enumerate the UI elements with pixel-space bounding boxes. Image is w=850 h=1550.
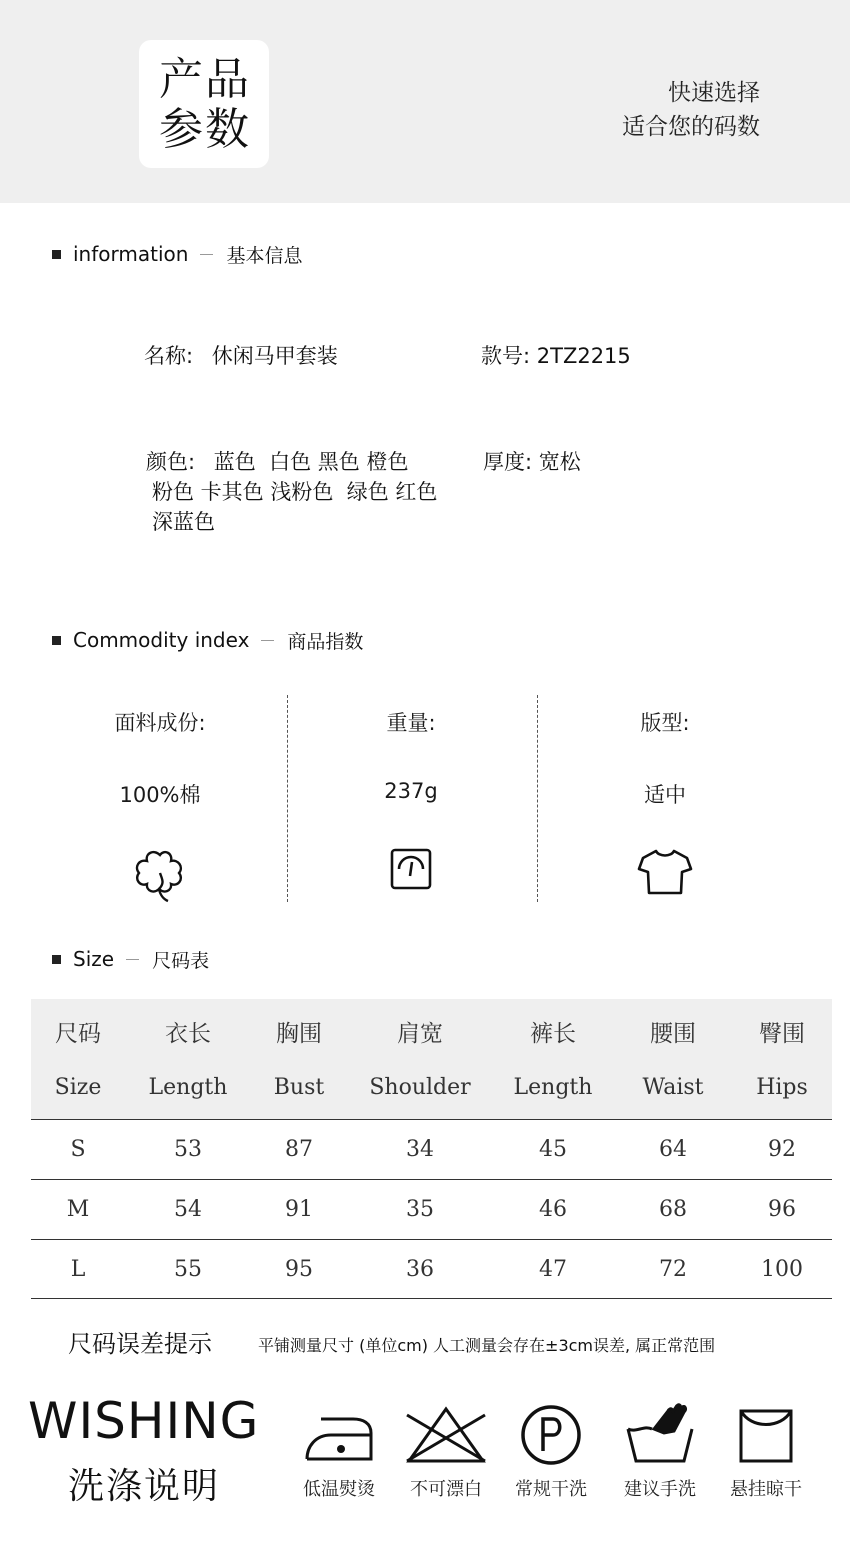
weight-value: 237g <box>384 779 438 803</box>
header-en: Length <box>148 1075 228 1100</box>
care-label: 常规干洗 <box>515 1479 587 1500</box>
weight-title: 重量: <box>386 711 436 735</box>
thickness-label: 厚度: <box>483 450 533 474</box>
table-row <box>31 1179 832 1239</box>
bullet-square-icon <box>52 955 61 964</box>
brand-wordmark: WISHING <box>28 1392 260 1450</box>
table-cell: 92 <box>768 1137 796 1162</box>
name-value: 休闲马甲套装 <box>211 344 338 368</box>
table-cell: 53 <box>174 1137 202 1162</box>
quick-select-text <box>622 76 760 144</box>
table-cell: 54 <box>174 1197 202 1222</box>
care-item-iron <box>299 1403 379 1500</box>
commodity-weight <box>311 695 511 902</box>
scale-icon <box>389 847 433 895</box>
dry-clean-icon <box>519 1403 583 1467</box>
table-cell: 64 <box>659 1137 687 1162</box>
header-banner <box>0 0 850 203</box>
section-title-en: Commodity index <box>73 628 250 652</box>
care-item-hangdry <box>730 1403 802 1500</box>
style-label: 款号: <box>481 344 531 368</box>
care-label: 建议手洗 <box>624 1479 696 1500</box>
care-item-dryclean <box>515 1403 587 1500</box>
name-field <box>144 341 338 371</box>
table-cell: 34 <box>406 1137 434 1162</box>
fabric-title: 面料成份: <box>114 711 206 735</box>
header-en: Hips <box>756 1075 808 1100</box>
size-table-header <box>31 999 832 1119</box>
badge-line-1: 产品 <box>159 54 251 105</box>
table-row <box>31 1239 832 1299</box>
care-label: 低温熨烫 <box>303 1479 375 1500</box>
bullet-square-icon <box>52 250 61 259</box>
header-cn: 裤长 <box>530 1021 576 1047</box>
tshirt-icon <box>637 847 693 901</box>
table-cell: 100 <box>761 1257 803 1282</box>
header-cn: 腰围 <box>650 1021 696 1047</box>
thickness-field <box>483 447 581 477</box>
header-en: Shoulder <box>369 1075 471 1100</box>
size-tip-text: 平铺测量尺寸 (单位cm) 人工测量会存在±3cm误差, 属正常范围 <box>258 1336 716 1355</box>
bullet-square-icon <box>52 636 61 645</box>
table-cell: M <box>66 1197 90 1222</box>
style-value: 2TZ2215 <box>536 344 631 368</box>
section-title-cn: 基本信息 <box>226 244 303 267</box>
care-item-bleach <box>403 1403 489 1500</box>
column-divider <box>287 695 288 902</box>
care-item-handwash <box>624 1403 696 1500</box>
table-cell: 55 <box>174 1257 202 1282</box>
section-title-en: Size <box>73 947 115 971</box>
care-label: 悬挂晾干 <box>730 1479 802 1500</box>
hang-dry-icon <box>737 1403 795 1465</box>
cotton-icon <box>132 847 188 907</box>
name-label: 名称: <box>144 344 194 368</box>
table-cell: 72 <box>659 1257 687 1282</box>
table-row <box>31 1119 832 1179</box>
table-cell: 46 <box>539 1197 567 1222</box>
table-cell: 36 <box>406 1257 434 1282</box>
header-en: Length <box>513 1075 593 1100</box>
section-title-size <box>52 945 209 973</box>
section-title-cn: 尺码表 <box>152 949 210 972</box>
table-cell: 96 <box>768 1197 796 1222</box>
fit-value: 适中 <box>644 783 686 807</box>
table-cell: 95 <box>285 1257 313 1282</box>
table-cell: L <box>70 1257 86 1282</box>
section-title-en: information <box>73 242 189 266</box>
color-line-2: 粉色 卡其色 浅粉色 绿色 红色 <box>152 480 438 504</box>
fabric-value: 100%棉 <box>119 783 201 807</box>
color-line-1: 蓝色 白色 黑色 橙色 <box>213 450 409 474</box>
table-cell: 91 <box>285 1197 313 1222</box>
no-bleach-icon <box>403 1403 489 1463</box>
commodity-fit <box>565 695 765 902</box>
product-params-badge <box>139 40 269 168</box>
wash-title: 洗涤说明 <box>68 1466 221 1507</box>
table-cell: S <box>70 1137 86 1162</box>
style-number-field <box>481 341 631 371</box>
thickness-value: 宽松 <box>538 450 581 474</box>
quick-line-2: 适合您的码数 <box>622 114 760 140</box>
header-en: Waist <box>642 1075 704 1100</box>
divider-dash <box>261 640 274 641</box>
section-title-commodity <box>52 626 363 654</box>
size-tip-title: 尺码误差提示 <box>68 1330 212 1358</box>
column-divider <box>537 695 538 902</box>
header-cn: 衣长 <box>165 1021 211 1047</box>
section-title-information <box>52 240 302 268</box>
fit-title: 版型: <box>640 711 690 735</box>
care-label: 不可漂白 <box>410 1479 482 1500</box>
divider-dash <box>126 959 139 960</box>
table-cell: 47 <box>539 1257 567 1282</box>
commodity-fabric <box>60 695 260 902</box>
table-cell: 45 <box>539 1137 567 1162</box>
header-cn: 尺码 <box>55 1021 101 1047</box>
badge-line-2: 参数 <box>159 104 251 155</box>
divider-dash <box>200 254 213 255</box>
header-cn: 胸围 <box>276 1021 322 1047</box>
size-table <box>31 999 832 1299</box>
header-en: Size <box>54 1075 102 1100</box>
iron-low-icon <box>301 1403 377 1463</box>
table-cell: 68 <box>659 1197 687 1222</box>
header-cn: 臀围 <box>759 1021 805 1047</box>
header-cn: 肩宽 <box>397 1021 443 1047</box>
hand-wash-icon <box>624 1403 696 1465</box>
table-cell: 35 <box>406 1197 434 1222</box>
color-label: 颜色: <box>146 450 196 474</box>
section-title-cn: 商品指数 <box>287 630 364 653</box>
table-cell: 87 <box>285 1137 313 1162</box>
color-line-3: 深蓝色 <box>152 510 215 534</box>
color-field <box>146 447 437 537</box>
header-en: Bust <box>273 1075 325 1100</box>
quick-line-1: 快速选择 <box>668 80 760 106</box>
